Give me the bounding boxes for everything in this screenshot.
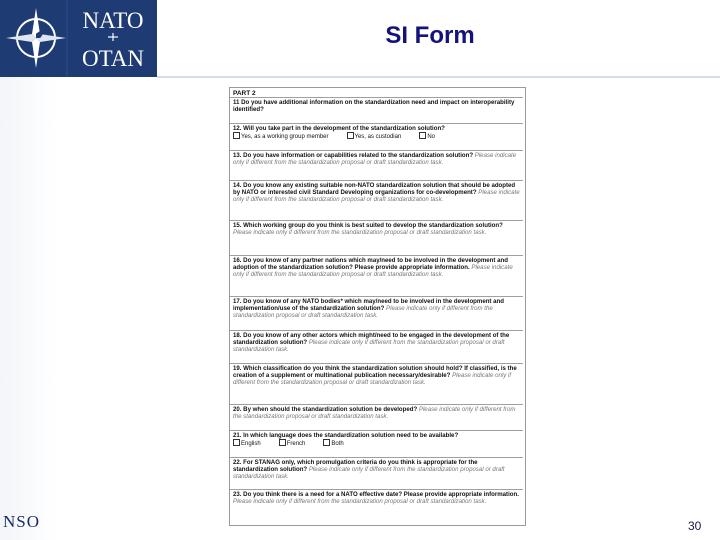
header-divider [157, 76, 720, 78]
question-hint: Please indicate only if different from the standardization proposal or draft standardization task. [233, 305, 493, 320]
checkbox-label: Yes, as custodian [354, 134, 402, 141]
question-text: 12. Will you take part in the development of the standardization solution? [233, 125, 445, 132]
form-question-row [230, 489, 523, 523]
checkbox-label: No [427, 134, 435, 141]
question-text: 22. For STANAG only, which promulgation criteria do you think is appropriate for the standardization solution? [233, 459, 478, 474]
question-text: 19. Which classification do you think the standardization solution should hold? If classified, is the creation of a supplement or multinational publication necessary/desirable? [233, 365, 517, 380]
form-question-row [230, 255, 523, 296]
question-hint: Please indicate only if different from the standardization proposal or draft standardization task. [233, 339, 505, 354]
checkbox-option[interactable] [323, 439, 343, 448]
si-form [229, 87, 526, 526]
question-text: 20. By when should the standardization solution be developed? [233, 406, 418, 413]
checkbox-option[interactable] [233, 439, 261, 448]
question-text: 15. Which working group do you think is best suited to develop the standardization solution? [233, 222, 503, 229]
question-text: 16. Do you know of any partner nations which may/need to be involved in the development and adoption of the standardization solution? Please provide appropriate information. [233, 257, 508, 272]
checkbox-icon[interactable] [347, 132, 354, 139]
logo-text-top: NATO [82, 8, 144, 33]
checkbox-icon[interactable] [233, 439, 240, 446]
question-text: 14. Do you know any existing suitable non-NATO standardization solution that should be adopted by NATO or interested civil Standard Developing organizations for co-development? [233, 182, 516, 197]
question-hint: Please indicate only if different from the standardization proposal or draft standardization task. [233, 466, 505, 481]
form-question-row [230, 430, 523, 457]
question-hint: Please indicate only if different from the standardization proposal or draft standardization task. [233, 372, 512, 387]
checkbox-option[interactable] [233, 132, 329, 141]
question-hint: Please indicate only if different from the standardization proposal or draft standardization task. [233, 229, 487, 237]
form-question-row [230, 457, 523, 489]
question-hint: Please indicate only if different from the standardization proposal or draft standardization task. [233, 498, 487, 506]
slide-title: SI Form [385, 22, 475, 49]
checkbox-option[interactable] [279, 439, 306, 448]
question-text: 18. Do you know of any other actors which might/need to be engaged in the development of the standardization solution? [233, 332, 510, 347]
question-hint: Please indicate only if different from the standardization proposal or draft standardization task. [233, 152, 517, 167]
question-text: 11 Do you have additional information on the standardization need and impact on interoperability identified? [233, 99, 515, 114]
checkbox-option[interactable] [419, 132, 435, 141]
form-question-row [230, 220, 523, 255]
checkbox-icon[interactable] [233, 132, 240, 139]
checkbox-option[interactable] [347, 132, 402, 141]
question-text: 17. Do you know of any NATO bodies* which may/need to be involved in the development and implementation/use of the standardization solution? [233, 298, 504, 313]
logo-text-bottom: OTAN [81, 46, 145, 71]
nso-logo: NSO [3, 512, 41, 531]
checkbox-options [233, 132, 520, 141]
form-question-row [230, 150, 523, 180]
form-part-label: PART 2 [233, 90, 256, 97]
question-hint: Please indicate only if different from the standardization proposal or draft standardization task. [233, 189, 520, 204]
checkbox-label: French [286, 441, 306, 448]
side-shade [0, 77, 56, 540]
page-number: 30 [688, 519, 702, 533]
checkbox-icon[interactable] [323, 439, 330, 446]
form-question-row [230, 97, 523, 123]
form-question-row [230, 123, 523, 150]
checkbox-label: Both [331, 441, 344, 448]
checkbox-options [233, 439, 520, 448]
question-text: 23. Do you think there is a need for a NATO effective date? Please provide appropriate information. [233, 491, 519, 498]
question-text: 21. In which language does the standardization solution need to be available? [233, 432, 459, 439]
nato-otan-logo [0, 0, 157, 77]
question-hint: Please indicate only if different from the standardization proposal or draft standardization task. [233, 264, 513, 279]
checkbox-label: English [241, 441, 261, 448]
form-question-row [230, 330, 523, 363]
checkbox-icon[interactable] [419, 132, 426, 139]
form-question-row [230, 180, 523, 220]
form-question-row [230, 363, 523, 404]
checkbox-label: Yes, as a working group member [241, 134, 329, 141]
form-question-row [230, 404, 523, 430]
checkbox-icon[interactable] [279, 439, 286, 446]
question-hint: Please indicate only if different from the standardization proposal or draft standardization task. [233, 406, 516, 421]
form-question-row [230, 296, 523, 330]
question-text: 13. Do you have information or capabilities related to the standardization solution? [233, 152, 474, 159]
